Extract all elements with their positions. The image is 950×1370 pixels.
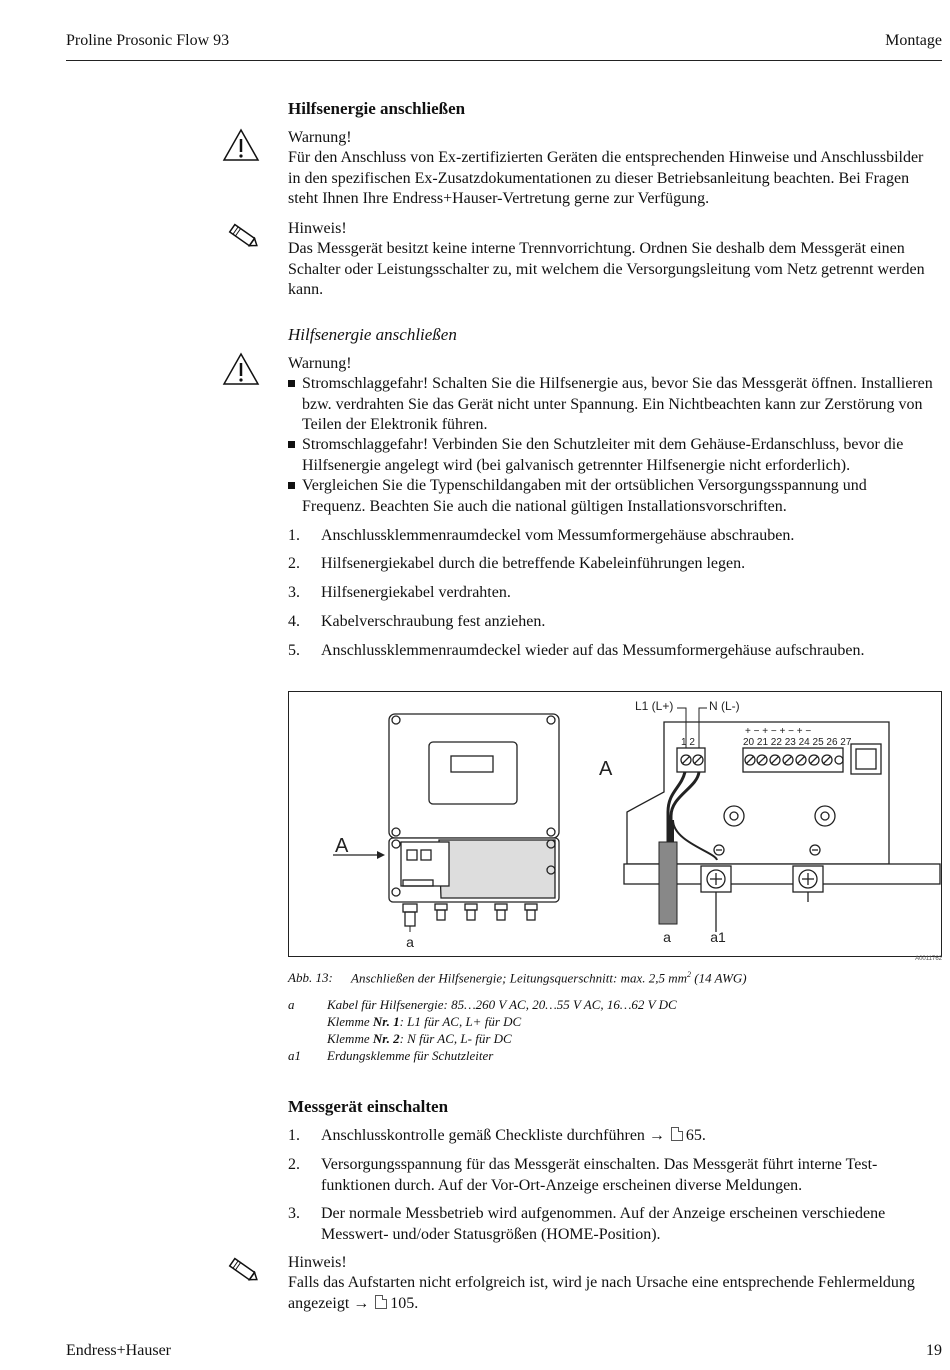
footer-left: Endress+Hauser	[66, 1342, 171, 1359]
label-a1: a1	[710, 929, 726, 945]
step-item: 3. Der normale Messbetrieb wird aufgenommen. Auf der Anzeige erscheinen verschiedene Messwert- und/oder Statusgrößen (HOME-Position).	[288, 1205, 886, 1243]
warning-text: Für den Anschluss von Ex-zertifizierten Geräten die entsprechenden Hinweise und Anschlussbilder in den spezifischen Ex-Zusatzdokumentationen zu dieser Betriebsanleitung beachten. Bei Fragen steht Ihnen Ihre Endress+Hauser-Vertretung gerne zur Verfügung.	[288, 149, 924, 207]
bullet-item: Vergleichen Sie die Typenschildangaben mit der ortsüblichen Versorgungsspannung und Frequenz. Beachten Sie auch die national gültigen Installationsvorschriften.	[288, 476, 948, 517]
step-item: 3. Hilfsenergiekabel verdrahten.	[288, 584, 511, 601]
step-item: 2. Versorgungsspannung für das Messgerät einschalten. Das Messgerät führt interne Test- funktionen durch. Auf der Vor-Ort-Anzeige erscheinen diverse Meldungen.	[288, 1156, 878, 1194]
header-right: Montage	[885, 32, 942, 49]
bullet-item: Stromschlaggefahr! Verbinden Sie den Schutzleiter mit dem Gehäuse-Erdanschluss, bevor die Hilfsenergie angelegt wird (bei galvanisch getrennter Hilfsenergie nicht erforderlich).	[288, 435, 948, 476]
page-ref-icon	[375, 1295, 387, 1309]
pencil-icon	[222, 218, 260, 252]
section-title: Messgerät einschalten	[288, 1097, 449, 1116]
step-item: 2. Hilfsenergiekabel durch die betreffende Kabeleinführungen legen.	[288, 555, 746, 572]
step-item: 5. Anschlussklemmenraumdeckel wieder auf das Messumformergehäuse aufschrauben.	[288, 642, 865, 659]
terminal-numbers-2: 20 21 22 23 24 25 26 27	[743, 737, 852, 748]
legend-text-a1: Erdungsklemme für Schutzleiter	[327, 1048, 494, 1063]
label-a-right: a	[663, 929, 671, 945]
bullet-item: Stromschlaggefahr! Schalten Sie die Hilfsenergie aus, bevor Sie das Messgerät öffnen. Installieren bzw. verdrahten Sie das Gerät nicht unter Spannung. Ein Nichtbeachten kann zur Zerstörung von Teilen der Elektronik führen.	[288, 374, 948, 436]
label-A-right: A	[599, 758, 613, 780]
label-A-left: A	[335, 835, 349, 857]
warning-label: Warnung!	[288, 129, 352, 146]
step-item: 1. Anschlussklemmenraumdeckel vom Messumformergehäuse abschrauben.	[288, 527, 795, 544]
note-text: Falls das Aufstarten nicht erfolgreich ist, wird je nach Ursache eine entsprechende Fehlermeldung angezeigt → 105.	[288, 1274, 915, 1312]
legend-key: a1	[288, 1048, 301, 1063]
terminal-polarity: + − + − + − + −	[745, 726, 812, 737]
wiring-figure	[288, 691, 942, 957]
warning-icon	[222, 352, 260, 386]
figure-caption: Anschließen der Hilfsenergie; Leitungsquerschnitt: max. 2,5 $mm^2$ (14 AWG)	[351, 970, 747, 986]
step-item: 4. Kabelverschraubung fest anziehen.	[288, 613, 546, 630]
step-item: 1. Anschlusskontrolle gemäß Checkliste durchführen → 65.	[288, 1127, 706, 1144]
pencil-icon	[222, 1252, 260, 1286]
warning-icon	[222, 128, 260, 162]
terminal-numbers-1: 1 2	[681, 737, 695, 748]
legend-key: a	[288, 997, 295, 1012]
header-rule	[66, 60, 942, 61]
figure-caption-number: Abb. 13:	[288, 970, 333, 985]
wiring-diagram	[289, 692, 941, 956]
legend-text-a: Kabel für Hilfsenergie: 85…260 V AC, 20…55 V AC, 16…62 V DC Klemme Nr. 1: L1 für AC, L+ für DC Klemme Nr. 2: N für AC, L- für DC	[327, 997, 677, 1046]
label-L1: L1 (L+)	[635, 699, 674, 713]
warning-label: Warnung!	[288, 355, 352, 372]
page-ref-icon	[671, 1127, 683, 1141]
page-number: 19	[926, 1342, 942, 1359]
figure-code: A0011762	[915, 956, 942, 962]
note-label: Hinweis!	[288, 220, 347, 237]
section-subtitle: Hilfsenergie anschließen	[288, 325, 457, 344]
note-label: Hinweis!	[288, 1254, 347, 1271]
section-title: Hilfsenergie anschließen	[288, 99, 466, 118]
transmitter-housing	[389, 714, 559, 926]
header-left: Proline Prosonic Flow 93	[66, 32, 230, 49]
label-a-left: a	[406, 934, 414, 950]
note-text: Das Messgerät besitzt keine interne Trennvorrichtung. Ordnen Sie deshalb dem Messgerät einen Schalter oder Leistungsschalter zu, mit welchem die Versorgungsleitung vom Netz getrennt werden kann.	[288, 240, 925, 298]
label-N: N (L-)	[709, 699, 740, 713]
